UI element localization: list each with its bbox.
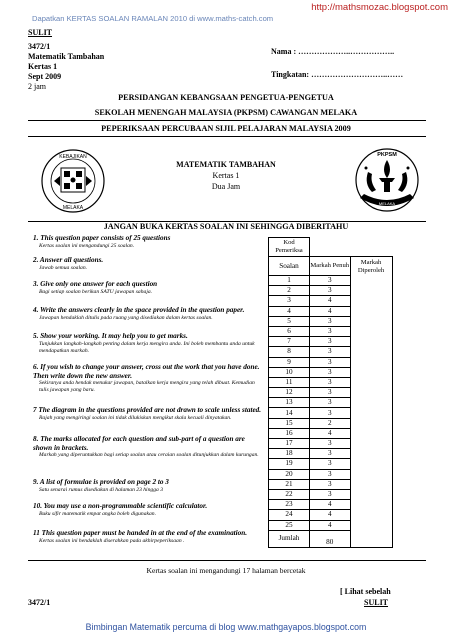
markah-penuh-cell: 4 [310,296,351,306]
instruction-item: 5. Show your working. It may help you to get marks. Tunjukkan langkah-langkah penting dalam kerja mengira anda. Ini boleh membantu anda untuk mendapatkan markah. [33,332,255,354]
markah-penuh-cell: 3 [310,408,351,418]
next-page-note: [ Lihat sebelah [340,587,391,596]
jumlah-value: 80 [310,530,351,547]
exam-duration: Dua Jam [211,182,241,191]
footer-paper-code: 3472/1 [28,598,51,607]
markah-penuh-cell: 3 [310,489,351,499]
soalan-cell: 4 [269,306,310,316]
markah-penuh-cell: 3 [310,459,351,469]
markah-penuh-cell: 3 [310,316,351,326]
kebajikan-logo [40,148,106,214]
soalan-cell: 6 [269,326,310,336]
title-line-1: PERSIDANGAN KEBANGSAAN PENGETUA-PENGETUA [118,93,334,102]
jumlah-label: Jumlah [269,530,310,547]
instruction-item: 10. You may use a non-programmable scientific calculator. Buku sifir matematik empat angka boleh digunakan. [33,502,208,517]
divider [28,136,426,137]
left-logo-top-text: KEBAJIKAN [59,154,87,160]
paper-code: 3472/1 [28,42,51,51]
instruction-item: 9. A list of formulae is provided on page 2 to 3 Satu senarai rumus disediakan di halaman 23 hingga 3 [33,478,169,493]
col-header-markah-penuh: Markah Penuh [310,257,351,276]
soalan-cell: 16 [269,428,310,438]
markah-penuh-cell: 3 [310,388,351,398]
markah-penuh-cell: 3 [310,439,351,449]
pages-note: Kertas soalan ini mengandungi 17 halaman bercetak [146,566,306,575]
pkpsm-logo [354,146,420,214]
left-logo-bottom-text: MELAKA [62,205,84,211]
soalan-cell: 25 [269,520,310,530]
markah-penuh-cell: 2 [310,418,351,428]
soalan-cell: 24 [269,510,310,520]
markah-penuh-cell: 4 [310,500,351,510]
soalan-cell: 20 [269,469,310,479]
markah-penuh-cell: 4 [310,510,351,520]
soalan-cell: 7 [269,337,310,347]
soalan-cell: 9 [269,357,310,367]
title-line-2: SEKOLAH MENENGAH MALAYSIA (PKPSM) CAWANGAN MELAKA [94,108,358,117]
markah-penuh-cell: 4 [310,306,351,316]
soalan-cell: 13 [269,398,310,408]
markah-penuh-cell: 3 [310,367,351,377]
subject-name: Matematik Tambahan [28,52,105,61]
markah-penuh-cell: 3 [310,276,351,286]
soalan-cell: 2 [269,286,310,296]
markah-penuh-cell: 3 [310,357,351,367]
header-left-block [28,28,104,92]
top-right-url-link[interactable]: http://mathsmozac.blogspot.com [311,2,448,13]
instruction-item: 6. If you wish to change your answer, cross out the work that you have done. Then write down the new answer. Sekiranya anda hendak menukar jawapan, batalkan kerja mengira yang telah dibuat. Kemudian tulis jawapan yang baru. [33,363,260,393]
soalan-cell: 8 [269,347,310,357]
markah-penuh-cell: 4 [310,520,351,530]
instruction-item: 4. Write the answers clearly in the space provided in the question paper. Jawapan hendaklah ditulis pada ruang yang disediakan dalam kertas soalan. [33,306,245,321]
top-promo-text: Dapatkan KERTAS SOALAN RAMALAN 2010 di www.maths-catch.com [32,14,274,23]
kod-pemeriksa-cell: Kod Pemeriksa [269,238,310,257]
soalan-cell: 22 [269,489,310,499]
score-table [268,237,393,548]
markah-penuh-cell: 3 [310,347,351,357]
markah-penuh-cell: 3 [310,449,351,459]
markah-penuh-cell: 3 [310,326,351,336]
instruction-item: 3. Give only one answer for each question Bagi setiap soalan berikan SATU jawapan sahaja. [33,280,158,295]
exam-subject: MATEMATIK TAMBAHAN [176,160,276,169]
right-logo-top-text: PKPSM [377,152,397,158]
soalan-cell: 19 [269,459,310,469]
markah-penuh-cell: 3 [310,398,351,408]
bottom-promo-link[interactable]: Bimbingan Matematik percuma di blog www.mathgayapos.blogspot.com [85,622,367,632]
divider [28,120,426,121]
soalan-cell: 15 [269,418,310,428]
paper-date: Sept 2009 [28,72,62,81]
soalan-cell: 1 [269,276,310,286]
title-line-3: PEPERIKSAAN PERCUBAAN SIJIL PELAJARAN MALAYSIA 2009 [101,124,351,133]
instruction-item: 1. This question paper consists of 25 questions Kertas soalan ini mengandungi 25 soalan. [33,234,171,249]
tingkatan-field[interactable]: Tingkatan: ………………………..…… [271,70,404,79]
markah-penuh-cell: 4 [310,428,351,438]
markah-penuh-cell: 3 [310,286,351,296]
instruction-item: 2. Answer all questions. Jawab semua soalan. [33,256,104,271]
paper-number: Kertas 1 [28,62,58,71]
markah-penuh-cell: 3 [310,337,351,347]
instruction-item: 11 This question paper must be handed in at the end of the examination. Kertas soalan ini hendaklah diserahkan pada akhirpeperiksaan . [33,529,248,544]
col-header-soalan: Soalan [269,257,310,276]
markah-penuh-cell: 3 [310,479,351,489]
nama-field[interactable]: Nama : ………………..…………….. [271,47,395,56]
soalan-cell: 10 [269,367,310,377]
instruction-item: 7 The diagram in the questions provided are not drawn to scale unless stated. Rajah yang mengiringi soalan ini tidak dilukiskan mengikut skala kecuali dinyatakan. [33,406,262,421]
divider [28,560,426,561]
soalan-cell: 3 [269,296,310,306]
right-logo-bottom-text: MELAKA [378,201,396,206]
markah-penuh-cell: 3 [310,469,351,479]
col-header-markah-diperoleh: Markah Diperoleh [350,257,392,548]
paper-duration: 2 jam [28,82,46,91]
sulit-label: SULIT [28,28,53,37]
soalan-cell: 23 [269,500,310,510]
markah-penuh-cell: 3 [310,377,351,387]
soalan-cell: 12 [269,388,310,398]
footer-sulit: SULIT [364,598,389,607]
soalan-cell: 5 [269,316,310,326]
soalan-cell: 11 [269,377,310,387]
instruction-item: 8. The marks allocated for each question and sub-part of a question are shown in brackets. Markah yang diperuntukkan bagi setiap soalan atau ceraian soalan ditunjukkan dalam kurungan. [33,435,259,458]
soalan-cell: 21 [269,479,310,489]
soalan-cell: 18 [269,449,310,459]
exam-paper: Kertas 1 [212,171,240,180]
soalan-cell: 17 [269,439,310,449]
soalan-cell: 14 [269,408,310,418]
warning-text: JANGAN BUKA KERTAS SOALAN INI SEHINGGA DIBERITAHU [103,222,349,231]
